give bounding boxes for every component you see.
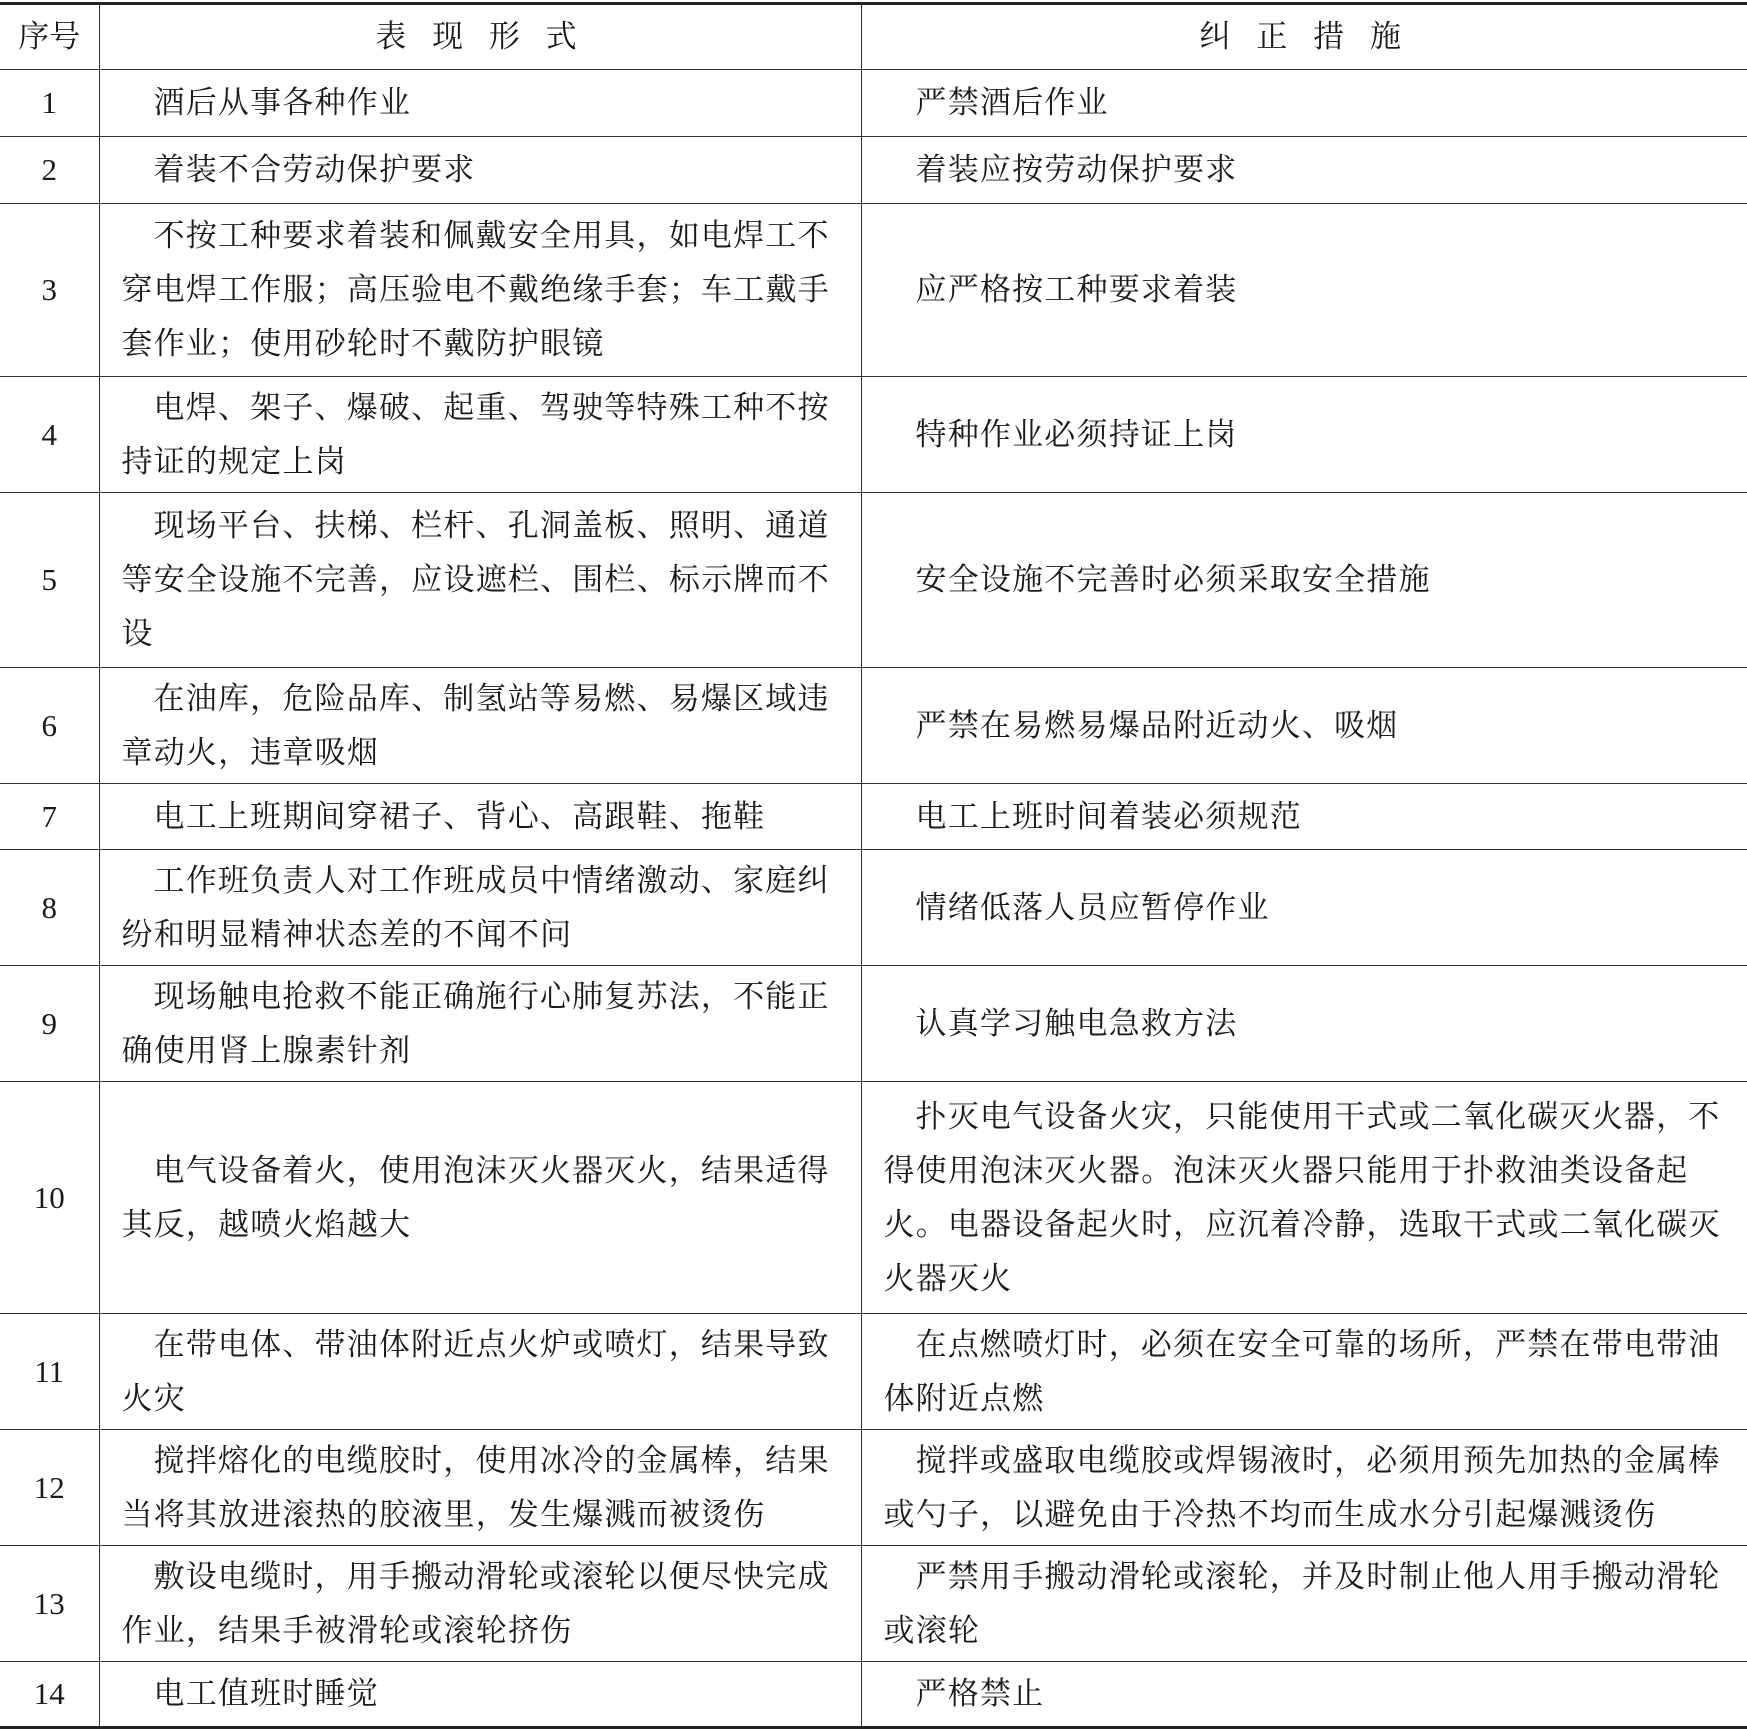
- table-row: [0, 1662, 1747, 1728]
- header-manifestation: 表 现 形 式: [99, 4, 861, 70]
- table-body: [0, 70, 1747, 1728]
- row-correction: 严禁用手搬动滑轮或滚轮，并及时制止他人用手搬动滑轮或滚轮: [861, 1546, 1747, 1662]
- row-manifestation: 不按工种要求着装和佩戴安全用具，如电焊工不穿电焊工作服；高压验电不戴绝缘手套；车工戴手套作业；使用砂轮时不戴防护眼镜: [99, 204, 861, 377]
- row-number: 12: [0, 1430, 99, 1546]
- row-number: 3: [0, 204, 99, 377]
- table-header: [0, 4, 1747, 70]
- row-number: 6: [0, 668, 99, 784]
- row-correction: 应严格按工种要求着装: [861, 204, 1747, 377]
- row-number: 14: [0, 1662, 99, 1728]
- row-number: 5: [0, 493, 99, 668]
- table-row: [0, 1082, 1747, 1314]
- row-manifestation: 电工上班期间穿裙子、背心、高跟鞋、拖鞋: [99, 784, 861, 850]
- row-number: 13: [0, 1546, 99, 1662]
- row-correction: 扑灭电气设备火灾，只能使用干式或二氧化碳灭火器，不得使用泡沫灭火器。泡沫灭火器只能用于扑救油类设备起火。电器设备起火时，应沉着冷静，选取干式或二氧化碳灭火器灭火: [861, 1082, 1747, 1314]
- row-manifestation: 在带电体、带油体附近点火炉或喷灯，结果导致火灾: [99, 1314, 861, 1430]
- table-row: [0, 204, 1747, 377]
- table-row: [0, 668, 1747, 784]
- table-row: [0, 966, 1747, 1082]
- row-correction: 安全设施不完善时必须采取安全措施: [861, 493, 1747, 668]
- table-row: [0, 1430, 1747, 1546]
- row-manifestation: 电工值班时睡觉: [99, 1662, 861, 1728]
- table-row: [0, 784, 1747, 850]
- row-correction: 认真学习触电急救方法: [861, 966, 1747, 1082]
- row-manifestation: 工作班负责人对工作班成员中情绪激动、家庭纠纷和明显精神状态差的不闻不问: [99, 850, 861, 966]
- violation-correction-table: [0, 2, 1747, 1729]
- row-manifestation: 现场平台、扶梯、栏杆、孔洞盖板、照明、通道等安全设施不完善，应设遮栏、围栏、标示牌而不设: [99, 493, 861, 668]
- table-row: [0, 377, 1747, 493]
- row-correction: 电工上班时间着装必须规范: [861, 784, 1747, 850]
- row-correction: 特种作业必须持证上岗: [861, 377, 1747, 493]
- row-manifestation: 酒后从事各种作业: [99, 70, 861, 137]
- row-correction: 在点燃喷灯时，必须在安全可靠的场所，严禁在带电带油体附近点燃: [861, 1314, 1747, 1430]
- row-manifestation: 着装不合劳动保护要求: [99, 137, 861, 204]
- table-row: [0, 850, 1747, 966]
- table-row: [0, 137, 1747, 204]
- row-manifestation: 现场触电抢救不能正确施行心肺复苏法，不能正确使用肾上腺素针剂: [99, 966, 861, 1082]
- header-serial-number: 序号: [0, 4, 99, 70]
- row-manifestation: 电气设备着火，使用泡沫灭火器灭火，结果适得其反，越喷火焰越大: [99, 1082, 861, 1314]
- header-row: [0, 4, 1747, 70]
- row-number: 11: [0, 1314, 99, 1430]
- table-row: [0, 493, 1747, 668]
- row-number: 2: [0, 137, 99, 204]
- row-correction: 着装应按劳动保护要求: [861, 137, 1747, 204]
- row-correction: 搅拌或盛取电缆胶或焊锡液时，必须用预先加热的金属棒或勺子，以避免由于冷热不均而生成水分引起爆溅烫伤: [861, 1430, 1747, 1546]
- row-number: 4: [0, 377, 99, 493]
- table-row: [0, 1314, 1747, 1430]
- row-correction: 严禁酒后作业: [861, 70, 1747, 137]
- header-correction: 纠 正 措 施: [861, 4, 1747, 70]
- row-manifestation: 电焊、架子、爆破、起重、驾驶等特殊工种不按持证的规定上岗: [99, 377, 861, 493]
- table-row: [0, 1546, 1747, 1662]
- table-row: [0, 70, 1747, 137]
- row-number: 8: [0, 850, 99, 966]
- safety-table-container: [0, 2, 1747, 1729]
- row-correction: 严格禁止: [861, 1662, 1747, 1728]
- row-number: 7: [0, 784, 99, 850]
- row-manifestation: 敷设电缆时，用手搬动滑轮或滚轮以便尽快完成作业，结果手被滑轮或滚轮挤伤: [99, 1546, 861, 1662]
- row-number: 1: [0, 70, 99, 137]
- row-number: 10: [0, 1082, 99, 1314]
- row-manifestation: 搅拌熔化的电缆胶时，使用冰冷的金属棒，结果当将其放进滚热的胶液里，发生爆溅而被烫伤: [99, 1430, 861, 1546]
- row-correction: 情绪低落人员应暂停作业: [861, 850, 1747, 966]
- row-correction: 严禁在易燃易爆品附近动火、吸烟: [861, 668, 1747, 784]
- row-manifestation: 在油库，危险品库、制氢站等易燃、易爆区域违章动火，违章吸烟: [99, 668, 861, 784]
- row-number: 9: [0, 966, 99, 1082]
